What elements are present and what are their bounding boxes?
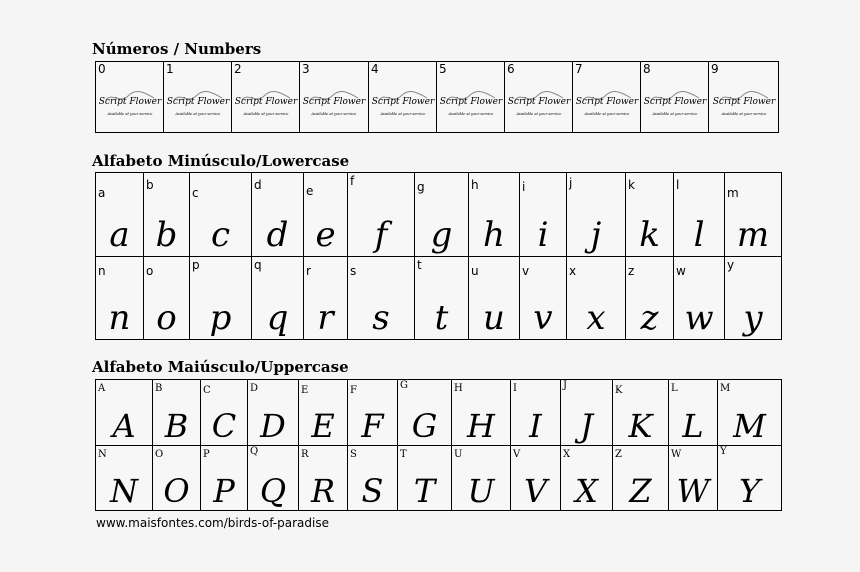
logo-subtext: Available at your service bbox=[652, 111, 697, 116]
uppercase-glyph: V bbox=[523, 472, 548, 510]
uppercase-row-2 bbox=[96, 445, 782, 511]
number-label: 1 bbox=[166, 62, 174, 76]
lowercase-cell bbox=[469, 256, 520, 340]
uppercase-row-1 bbox=[96, 380, 782, 446]
number-label: 9 bbox=[711, 62, 719, 76]
lowercase-section-title: Alfabeto Minúsculo/Lowercase bbox=[92, 152, 350, 170]
uppercase-glyph: Z bbox=[629, 472, 652, 510]
number-label: 6 bbox=[507, 62, 515, 76]
uppercase-glyph: T bbox=[413, 472, 436, 510]
uppercase-label: O bbox=[155, 448, 164, 460]
uppercase-cell bbox=[201, 380, 248, 446]
logo-text: Script Flower bbox=[371, 96, 434, 107]
lowercase-cell bbox=[304, 256, 348, 340]
lowercase-label: l bbox=[676, 178, 680, 192]
lowercase-glyph: v bbox=[533, 298, 553, 338]
uppercase-cell bbox=[299, 445, 348, 511]
lowercase-label: e bbox=[306, 184, 314, 198]
lowercase-glyph: s bbox=[372, 298, 390, 338]
script-flower-logo bbox=[643, 88, 706, 118]
lowercase-cell bbox=[469, 173, 520, 257]
number-label: 8 bbox=[643, 62, 651, 76]
uppercase-label: D bbox=[250, 383, 259, 394]
uppercase-label: M bbox=[720, 383, 731, 394]
logo-subtext: Available at your service bbox=[107, 111, 152, 116]
uppercase-cell bbox=[398, 445, 452, 511]
lowercase-label: y bbox=[727, 257, 735, 272]
lowercase-label: n bbox=[98, 263, 106, 278]
lowercase-label: v bbox=[522, 263, 530, 278]
lowercase-label: a bbox=[98, 186, 106, 200]
script-flower-logo bbox=[302, 88, 366, 118]
uppercase-section-title: Alfabeto Maiúsculo/Uppercase bbox=[92, 358, 349, 376]
logo-subtext: Available at your service bbox=[721, 111, 766, 116]
uppercase-label: C bbox=[203, 385, 211, 396]
lowercase-cell bbox=[96, 173, 144, 257]
lowercase-cell bbox=[348, 173, 415, 257]
uppercase-glyph: S bbox=[361, 472, 384, 510]
uppercase-cell bbox=[248, 380, 299, 446]
logo-text: Script Flower bbox=[439, 96, 502, 107]
uppercase-glyph: B bbox=[164, 406, 189, 445]
number-label: 0 bbox=[98, 62, 106, 76]
lowercase-cell bbox=[725, 173, 782, 257]
uppercase-glyph: X bbox=[575, 472, 598, 510]
lowercase-glyph: t bbox=[434, 298, 449, 338]
lowercase-glyph: r bbox=[317, 298, 334, 338]
lowercase-glyph: f bbox=[374, 214, 388, 255]
uppercase-glyph: P bbox=[213, 472, 235, 510]
uppercase-glyph: G bbox=[411, 406, 438, 445]
lowercase-cell bbox=[96, 256, 144, 340]
logo-subtext: Available at your service bbox=[311, 111, 357, 116]
lowercase-cell bbox=[725, 256, 782, 340]
lowercase-label: h bbox=[471, 178, 479, 192]
script-flower-logo bbox=[575, 88, 638, 118]
lowercase-cell bbox=[190, 256, 252, 340]
uppercase-cell bbox=[96, 445, 153, 511]
uppercase-label: I bbox=[513, 383, 517, 394]
uppercase-cell bbox=[561, 380, 613, 446]
uppercase-label: Q bbox=[250, 445, 259, 457]
lowercase-cell bbox=[674, 173, 725, 257]
lowercase-glyph: q bbox=[266, 298, 289, 338]
lowercase-label: s bbox=[350, 263, 357, 278]
script-flower-logo bbox=[166, 88, 229, 118]
uppercase-cell bbox=[613, 445, 669, 511]
uppercase-glyph: J bbox=[580, 406, 593, 445]
logo-subtext: Available at your service bbox=[175, 111, 220, 116]
lowercase-cell bbox=[190, 173, 252, 257]
uppercase-cell bbox=[153, 380, 201, 446]
lowercase-cell bbox=[520, 256, 567, 340]
lowercase-cell bbox=[567, 173, 626, 257]
logo-text: Script Flower bbox=[302, 96, 366, 107]
lowercase-label: j bbox=[569, 176, 573, 190]
lowercase-cell bbox=[626, 256, 674, 340]
lowercase-glyph: a bbox=[109, 214, 130, 255]
uppercase-cell bbox=[718, 380, 782, 446]
number-label: 4 bbox=[371, 62, 379, 76]
lowercase-glyph: o bbox=[156, 298, 177, 338]
lowercase-glyph: y bbox=[743, 298, 763, 338]
uppercase-glyph: R bbox=[310, 472, 336, 510]
lowercase-glyph: d bbox=[266, 214, 289, 255]
uppercase-cell bbox=[452, 380, 511, 446]
uppercase-cell bbox=[669, 445, 718, 511]
number-cell bbox=[164, 62, 232, 133]
lowercase-glyph: n bbox=[108, 298, 131, 338]
uppercase-glyph: C bbox=[211, 406, 237, 445]
lowercase-cell bbox=[415, 173, 469, 257]
uppercase-cell bbox=[348, 445, 398, 511]
number-label: 7 bbox=[575, 62, 583, 76]
lowercase-cell bbox=[626, 173, 674, 257]
uppercase-glyph: D bbox=[260, 406, 286, 445]
uppercase-label: N bbox=[98, 448, 107, 460]
lowercase-glyph: x bbox=[586, 298, 606, 338]
uppercase-cell bbox=[398, 380, 452, 446]
script-flower-logo bbox=[371, 88, 434, 118]
uppercase-cell bbox=[153, 445, 201, 511]
logo-text: Script Flower bbox=[507, 96, 570, 107]
lowercase-cell bbox=[252, 256, 304, 340]
lowercase-label: q bbox=[254, 257, 262, 272]
lowercase-glyph: c bbox=[210, 214, 231, 255]
lowercase-label: f bbox=[350, 174, 355, 188]
uppercase-table bbox=[95, 379, 782, 511]
lowercase-label: m bbox=[727, 186, 739, 200]
lowercase-label: k bbox=[628, 178, 635, 192]
lowercase-label: u bbox=[471, 263, 479, 278]
uppercase-glyph: F bbox=[361, 406, 384, 445]
lowercase-glyph: h bbox=[483, 214, 505, 255]
lowercase-label: d bbox=[254, 178, 262, 192]
logo-subtext: Available at your service bbox=[380, 111, 425, 116]
lowercase-glyph: i bbox=[537, 214, 549, 255]
logo-subtext: Available at your service bbox=[243, 111, 288, 116]
logo-text: Script Flower bbox=[575, 96, 638, 107]
uppercase-label: F bbox=[350, 385, 357, 396]
logo-text: Script Flower bbox=[234, 96, 297, 107]
uppercase-cell bbox=[613, 380, 669, 446]
lowercase-label: i bbox=[522, 180, 526, 194]
lowercase-label: o bbox=[146, 263, 154, 278]
number-cell bbox=[232, 62, 300, 133]
number-cell bbox=[641, 62, 709, 133]
lowercase-cell bbox=[567, 256, 626, 340]
uppercase-glyph: I bbox=[529, 406, 542, 445]
logo-subtext: Available at your service bbox=[584, 111, 629, 116]
lowercase-glyph: l bbox=[693, 214, 705, 255]
lowercase-label: w bbox=[676, 263, 686, 278]
lowercase-glyph: j bbox=[590, 214, 602, 255]
uppercase-label: Z bbox=[615, 448, 622, 460]
number-label: 2 bbox=[234, 62, 242, 76]
lowercase-glyph: k bbox=[639, 214, 660, 255]
number-label: 5 bbox=[439, 62, 447, 76]
uppercase-glyph: K bbox=[628, 406, 653, 445]
uppercase-glyph: E bbox=[311, 406, 335, 445]
uppercase-label: A bbox=[98, 383, 106, 394]
uppercase-cell bbox=[96, 380, 153, 446]
logo-text: Script Flower bbox=[166, 96, 229, 107]
uppercase-label: V bbox=[513, 448, 521, 460]
lowercase-label: b bbox=[146, 178, 154, 192]
uppercase-glyph: A bbox=[112, 406, 136, 445]
lowercase-cell bbox=[674, 256, 725, 340]
lowercase-glyph: b bbox=[155, 214, 178, 255]
uppercase-label: K bbox=[615, 385, 623, 396]
lowercase-glyph: g bbox=[430, 214, 453, 255]
logo-text: Script Flower bbox=[98, 96, 161, 107]
lowercase-glyph: u bbox=[483, 298, 505, 338]
uppercase-label: B bbox=[155, 383, 163, 394]
uppercase-label: Y bbox=[720, 445, 727, 457]
uppercase-cell bbox=[511, 445, 561, 511]
uppercase-label: H bbox=[454, 383, 463, 394]
numbers-row bbox=[96, 62, 779, 133]
uppercase-label: P bbox=[203, 448, 210, 460]
script-flower-logo bbox=[439, 88, 502, 118]
lowercase-glyph: m bbox=[736, 214, 770, 255]
uppercase-label: G bbox=[400, 380, 408, 391]
uppercase-glyph: U bbox=[467, 472, 495, 510]
uppercase-glyph: M bbox=[733, 406, 766, 445]
lowercase-glyph: e bbox=[315, 214, 336, 255]
uppercase-cell bbox=[669, 380, 718, 446]
uppercase-glyph: H bbox=[467, 406, 495, 445]
script-flower-logo bbox=[507, 88, 570, 118]
lowercase-label: z bbox=[628, 263, 635, 278]
lowercase-cell bbox=[304, 173, 348, 257]
lowercase-glyph: z bbox=[640, 298, 659, 338]
uppercase-label: J bbox=[563, 380, 568, 391]
number-cell bbox=[709, 62, 779, 133]
numbers-section-title: Números / Numbers bbox=[92, 40, 262, 58]
lowercase-label: g bbox=[417, 180, 425, 194]
logo-subtext: Available at your service bbox=[516, 111, 561, 116]
uppercase-cell bbox=[248, 445, 299, 511]
number-cell bbox=[573, 62, 641, 133]
lowercase-cell bbox=[520, 173, 567, 257]
uppercase-label: T bbox=[400, 448, 407, 460]
uppercase-glyph: Y bbox=[738, 472, 761, 510]
footer-url[interactable]: www.maisfontes.com/birds-of-paradise bbox=[96, 516, 329, 530]
number-cell bbox=[505, 62, 573, 133]
uppercase-cell bbox=[718, 445, 782, 511]
uppercase-cell bbox=[299, 380, 348, 446]
uppercase-label: L bbox=[671, 383, 678, 394]
uppercase-label: X bbox=[563, 448, 571, 460]
script-flower-logo bbox=[234, 88, 297, 118]
logo-text: Script Flower bbox=[643, 96, 706, 107]
lowercase-label: c bbox=[192, 186, 199, 200]
uppercase-glyph: W bbox=[676, 472, 710, 510]
lowercase-glyph: p bbox=[209, 298, 232, 338]
uppercase-glyph: L bbox=[682, 406, 704, 445]
lowercase-label: x bbox=[569, 263, 577, 278]
uppercase-cell bbox=[561, 445, 613, 511]
number-cell bbox=[300, 62, 369, 133]
uppercase-glyph: Q bbox=[259, 472, 287, 510]
lowercase-cell bbox=[348, 256, 415, 340]
uppercase-label: R bbox=[301, 448, 309, 460]
uppercase-label: W bbox=[671, 448, 682, 460]
script-flower-logo bbox=[712, 88, 775, 118]
lowercase-label: t bbox=[417, 257, 422, 272]
uppercase-label: S bbox=[350, 448, 357, 460]
uppercase-cell bbox=[511, 380, 561, 446]
number-label: 3 bbox=[302, 62, 310, 76]
lowercase-cell bbox=[415, 256, 469, 340]
lowercase-glyph: w bbox=[684, 298, 714, 338]
lowercase-label: p bbox=[192, 257, 200, 272]
number-cell bbox=[96, 62, 164, 133]
uppercase-cell bbox=[452, 445, 511, 511]
logo-text: Script Flower bbox=[712, 96, 775, 107]
lowercase-row-2 bbox=[96, 256, 782, 340]
lowercase-cell bbox=[144, 173, 190, 257]
uppercase-cell bbox=[348, 380, 398, 446]
lowercase-cell bbox=[252, 173, 304, 257]
uppercase-label: E bbox=[301, 385, 309, 396]
uppercase-glyph: N bbox=[110, 472, 138, 510]
numbers-table bbox=[95, 61, 779, 133]
script-flower-logo bbox=[98, 88, 161, 118]
logo-subtext: Available at your service bbox=[448, 111, 493, 116]
number-cell bbox=[437, 62, 505, 133]
lowercase-table bbox=[95, 172, 782, 340]
uppercase-glyph: O bbox=[163, 472, 190, 510]
lowercase-row-1 bbox=[96, 173, 782, 257]
number-cell bbox=[369, 62, 437, 133]
uppercase-cell bbox=[201, 445, 248, 511]
lowercase-cell bbox=[144, 256, 190, 340]
lowercase-label: r bbox=[306, 263, 311, 278]
uppercase-label: U bbox=[454, 448, 463, 460]
